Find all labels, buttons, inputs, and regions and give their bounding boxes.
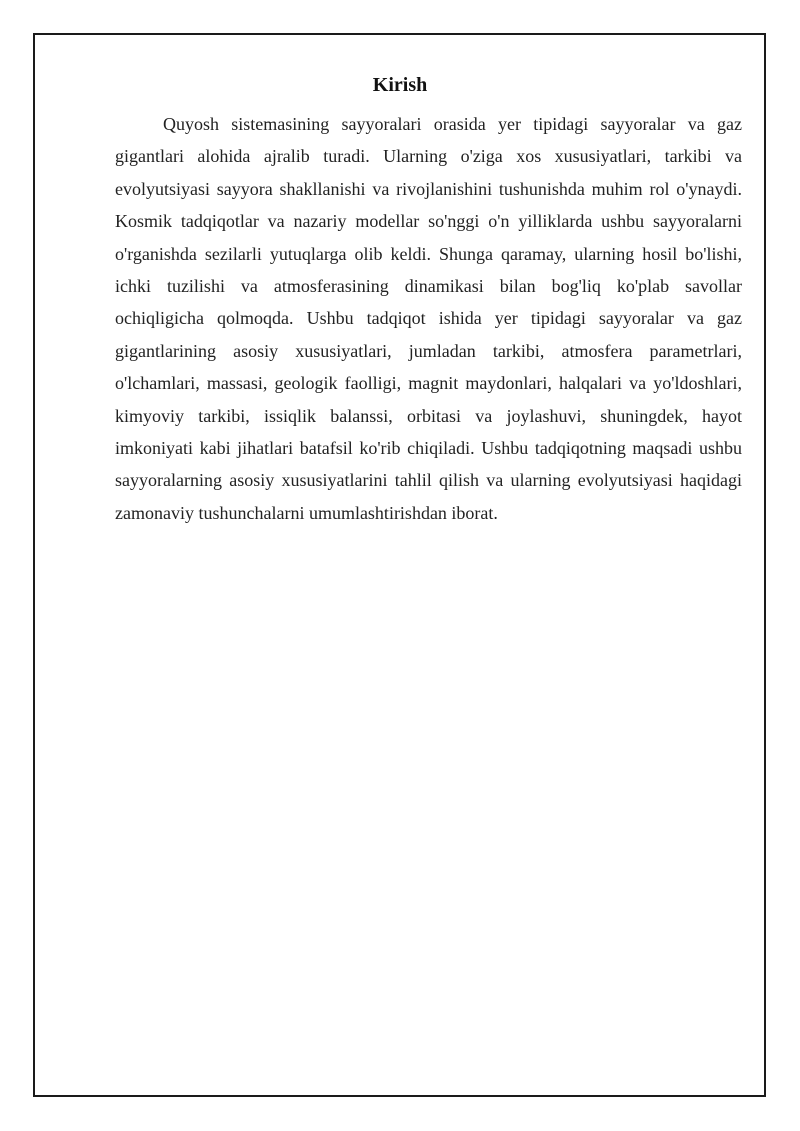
intro-paragraph: Quyosh sistemasining sayyoralari orasida yer tipidagi sayyoralar va gaz gigantlari alohida ajralib turadi. Ularning o'ziga xos xususiyatlari, tarkibi va evolyutsiyasi sayyora shakllanishi va rivojlanishini tushunishda muhim rol o'ynaydi. Kosmik tadqiqotlar va nazariy modellar so'nggi o'n yilliklarda ushbu sayyoralarni o'rganishda sezilarli yutuqlarga olib keldi. Shunga qaramay, ularning hosil bo'lishi, ichki tuzilishi va atmosferasining dinamikasi bilan bog'liq ko'plab savollar ochiqligicha qolmoqda. Ushbu tadqiqot ishida yer tipidagi sayyoralar va gaz gigantlarining asosiy xususiyatlari, jumladan tarkibi, atmosfera parametrlari, o'lchamlari, massasi, geologik faolligi, magnit maydonlari, halqalari va yo'ldoshlari, kimyoviy tarkibi, issiqlik balanssi, orbitasi va joylashuvi, shuningdek, hayot imkoniyati kabi jihatlari batafsil ko'rib chiqiladi. Ushbu tadqiqotning maqsadi ushbu sayyoralarning asosiy xususiyatlarini tahlil qilish va ularning evolyutsiyasi haqidagi zamonaviy tushunchalarni umumlashtirishdan iborat.: [115, 114, 742, 523]
document-title: Kirish: [372, 74, 428, 96]
